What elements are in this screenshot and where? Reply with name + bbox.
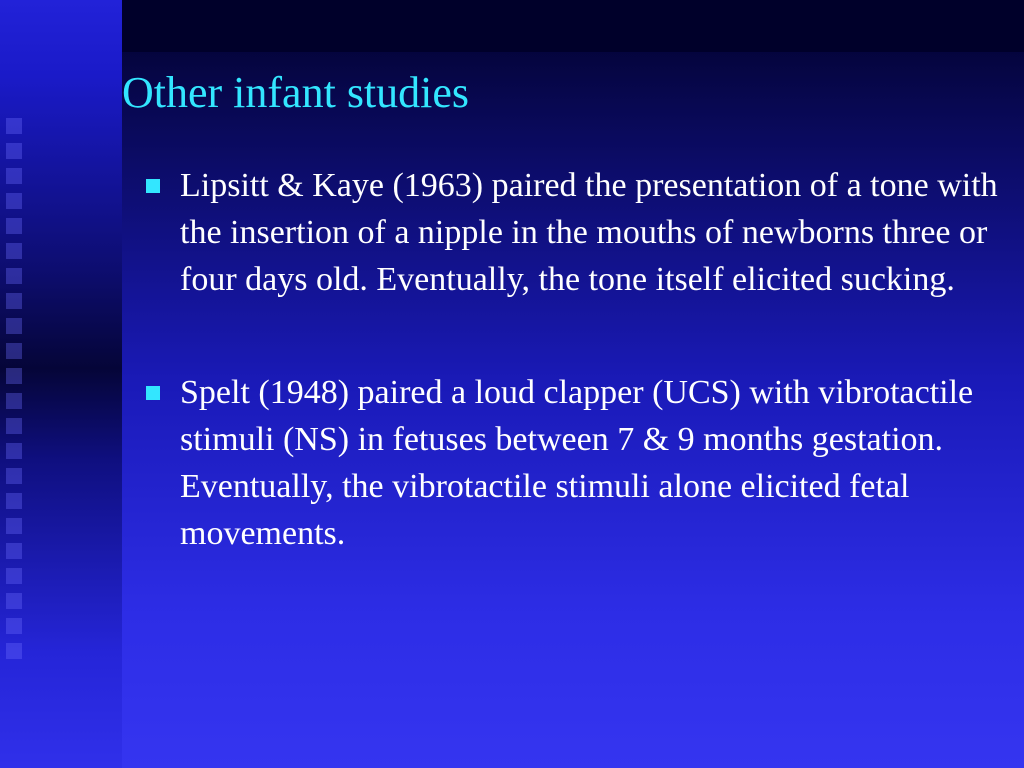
decorative-square <box>6 168 22 184</box>
square-bullet-icon <box>146 179 160 193</box>
top-dark-band <box>122 0 1024 52</box>
decorative-square <box>6 418 22 434</box>
bullet-item <box>144 162 1004 303</box>
decorative-square <box>6 193 22 209</box>
decorative-square <box>6 618 22 634</box>
decorative-square <box>6 118 22 134</box>
decorative-square <box>6 243 22 259</box>
decorative-square <box>6 343 22 359</box>
square-bullet-icon <box>146 386 160 400</box>
left-decorative-band <box>0 0 122 768</box>
decorative-square <box>6 468 22 484</box>
decorative-square <box>6 643 22 659</box>
decorative-square <box>6 568 22 584</box>
slide-title: Other infant studies <box>122 68 470 117</box>
decorative-square <box>6 368 22 384</box>
decorative-square <box>6 218 22 234</box>
decorative-square <box>6 393 22 409</box>
decorative-square <box>6 518 22 534</box>
decorative-square <box>6 268 22 284</box>
bullet-item <box>144 369 1004 557</box>
bullet-text: Spelt (1948) paired a loud clapper (UCS) with vibrotactile stimuli (NS) in fetuses between 7 & 9 months gestation. Eventually, the vibrotactile stimuli alone elicited fetal movements. <box>180 374 974 552</box>
decorative-square <box>6 143 22 159</box>
bullet-text: Lipsitt & Kaye (1963) paired the presentation of a tone with the insertion of a nipple in the mouths of newborns three or four days old. Eventually, the tone itself elicited sucking. <box>180 167 998 298</box>
bullet-list <box>144 162 1004 623</box>
decorative-square <box>6 593 22 609</box>
decorative-square <box>6 543 22 559</box>
decorative-square <box>6 443 22 459</box>
decorative-square-column <box>6 118 28 678</box>
decorative-square <box>6 293 22 309</box>
decorative-square <box>6 493 22 509</box>
decorative-square <box>6 318 22 334</box>
